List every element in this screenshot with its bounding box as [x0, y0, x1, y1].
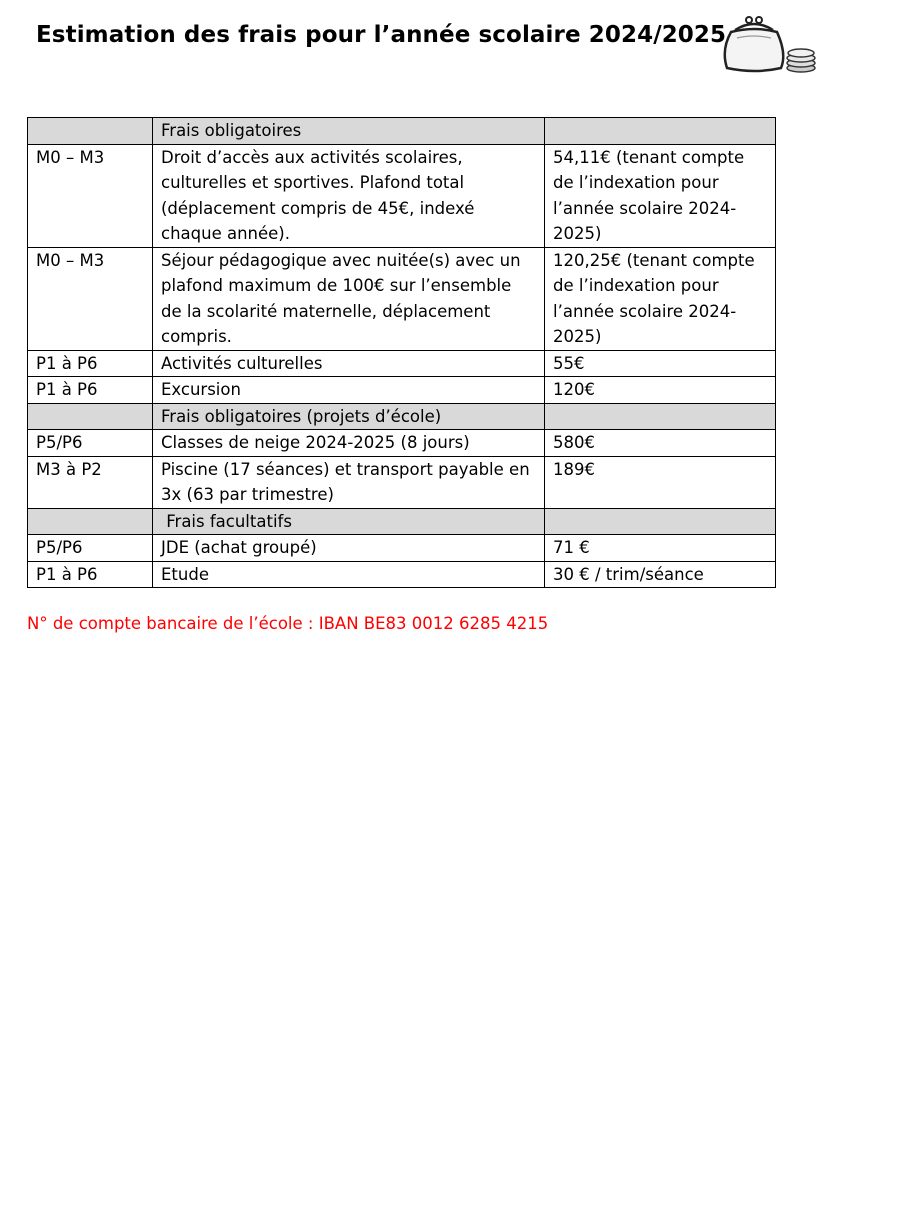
- level-cell: P1 à P6: [28, 561, 153, 588]
- level-cell: P5/P6: [28, 535, 153, 562]
- table-row: [28, 561, 776, 588]
- table-row: [28, 456, 776, 508]
- level-cell: P1 à P6: [28, 350, 153, 377]
- description-cell: Piscine (17 séances) et transport payable en 3x (63 par trimestre): [153, 456, 545, 508]
- level-cell: M0 – M3: [28, 144, 153, 247]
- description-cell: Etude: [153, 561, 545, 588]
- page-title: Estimation des frais pour l’année scolaire 2024/2025: [36, 22, 727, 48]
- table-row: [28, 430, 776, 457]
- description-cell: JDE (achat groupé): [153, 535, 545, 562]
- section-empty-cell: [28, 118, 153, 145]
- amount-cell: 580€: [545, 430, 776, 457]
- amount-cell: 30 € / trim/séance: [545, 561, 776, 588]
- amount-cell: 55€: [545, 350, 776, 377]
- level-cell: P5/P6: [28, 430, 153, 457]
- amount-cell: 120,25€ (tenant compte de l’indexation pour l’année scolaire 2024-2025): [545, 247, 776, 350]
- description-cell: Activités culturelles: [153, 350, 545, 377]
- section-header: Frais facultatifs: [153, 508, 545, 535]
- section-header-row: [28, 118, 776, 145]
- description-cell: Classes de neige 2024-2025 (8 jours): [153, 430, 545, 457]
- section-header-row: [28, 403, 776, 430]
- amount-cell: 54,11€ (tenant compte de l’indexation pour l’année scolaire 2024-2025): [545, 144, 776, 247]
- amount-cell: 189€: [545, 456, 776, 508]
- table-row: [28, 247, 776, 350]
- amount-cell: 71 €: [545, 535, 776, 562]
- section-header: Frais obligatoires (projets d’école): [153, 403, 545, 430]
- bank-account-note: N° de compte bancaire de l’école : IBAN BE83 0012 6285 4215: [27, 614, 549, 633]
- table-row: [28, 350, 776, 377]
- level-cell: P1 à P6: [28, 377, 153, 404]
- amount-cell: 120€: [545, 377, 776, 404]
- level-cell: M0 – M3: [28, 247, 153, 350]
- section-header-row: [28, 508, 776, 535]
- section-empty-cell: [545, 508, 776, 535]
- section-empty-cell: [545, 403, 776, 430]
- description-cell: Excursion: [153, 377, 545, 404]
- section-empty-cell: [28, 508, 153, 535]
- table-row: [28, 535, 776, 562]
- fees-table: [27, 117, 776, 588]
- table-row: [28, 377, 776, 404]
- section-header: Frais obligatoires: [153, 118, 545, 145]
- section-empty-cell: [545, 118, 776, 145]
- purse-with-coins-icon: [715, 14, 821, 76]
- level-cell: M3 à P2: [28, 456, 153, 508]
- table-row: [28, 144, 776, 247]
- description-cell: Droit d’accès aux activités scolaires, culturelles et sportives. Plafond total (déplacement compris de 45€, indexé chaque année).: [153, 144, 545, 247]
- description-cell: Séjour pédagogique avec nuitée(s) avec un plafond maximum de 100€ sur l’ensemble de la scolarité maternelle, déplacement compris.: [153, 247, 545, 350]
- section-empty-cell: [28, 403, 153, 430]
